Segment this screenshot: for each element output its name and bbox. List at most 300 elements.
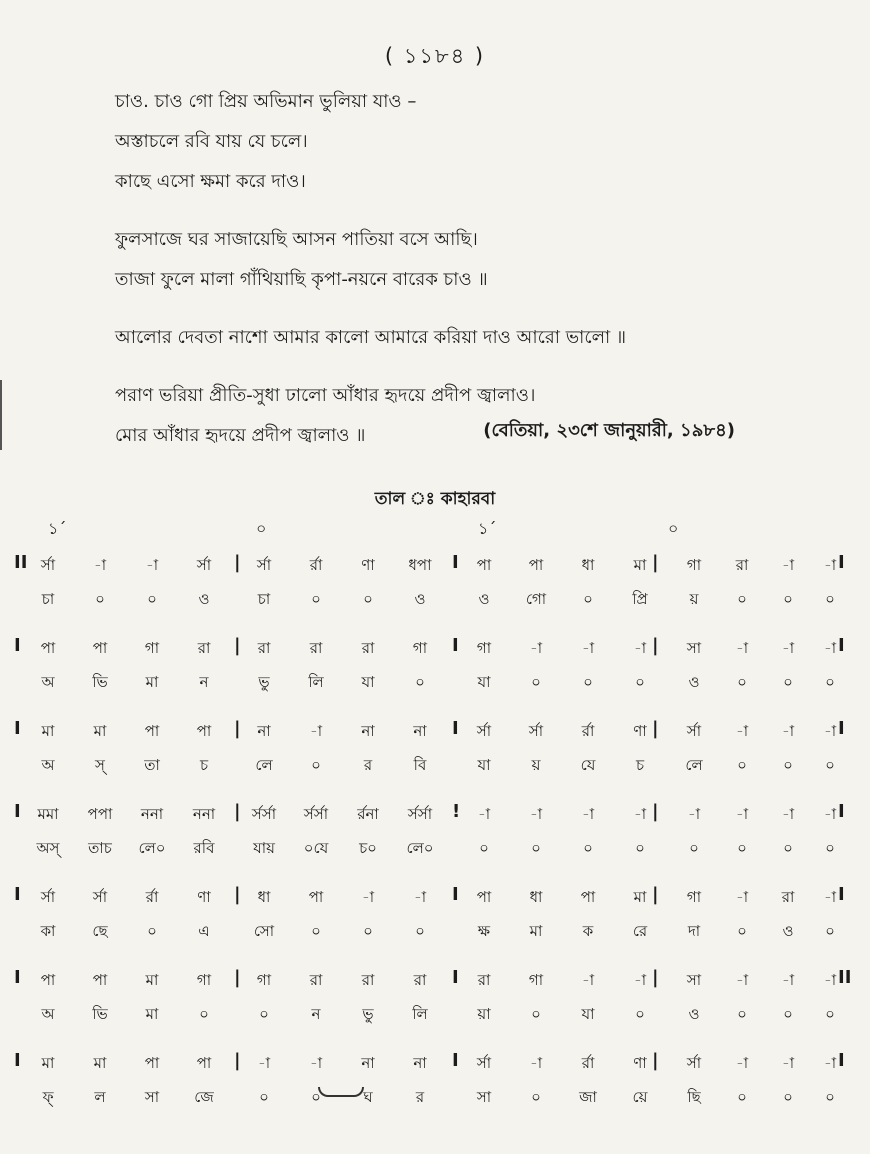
swara-note: পা [476,556,492,574]
lyric-syllable: ভি [92,673,108,691]
swara-note: -া [823,722,837,740]
swara-note: -া [477,805,491,823]
lyric-syllable: য় [531,756,541,774]
swara-note: ধা [581,556,595,574]
swara-note: পা [92,971,108,989]
lyric-syllable: ০ [737,673,747,691]
lyric-syllable: ০ [825,1088,835,1106]
swara-note: -া [581,805,595,823]
swara-note: রা [735,556,749,574]
lyric-syllable: যা [581,1005,595,1023]
lyric-syllable: প্রি [632,590,648,608]
swara-note: গা [528,971,544,989]
lyric-syllable: ও [688,673,700,691]
lyric-syllable: য়া [477,1005,491,1023]
swara-note: -া [781,1054,795,1072]
bar-line: | [234,967,241,988]
swara-note: র্সা [40,556,56,574]
swara-line [0,631,870,665]
lyric-syllable: মা [145,673,159,691]
bar-line: I [14,1050,21,1071]
lyric-syllable-line [0,1080,870,1114]
bar-line: | [652,635,659,656]
lyric-syllable: ০ [147,922,157,940]
lyric-syllable: ০ [531,839,541,857]
lyric-syllable: এ [198,922,210,940]
swara-note: র্সর্সা [303,805,329,823]
swara-line [0,880,870,914]
lyric-syllable: ০ [415,922,425,940]
swara-note: রা [781,888,795,906]
slur-mark [318,1087,364,1097]
bar-line: I [14,718,21,739]
swara-note: ননা [192,805,216,823]
swara-note: ধা [529,888,543,906]
swara-note: না [361,1054,375,1072]
lyric-syllable: গো [525,590,547,608]
lyric-syllable: অ [41,673,55,691]
lyric-syllable: ০ [783,756,793,774]
swara-note: মা [145,971,159,989]
tal-mark-2: ০ [256,519,267,538]
bar-line: | [234,552,241,573]
lyric-syllable: যে [580,756,596,774]
swara-note: -া [823,971,837,989]
swara-note: -া [781,556,795,574]
bar-line: | [234,884,241,905]
lyric-syllable: ০ [825,922,835,940]
lyric-syllable: ০ [95,590,105,608]
swara-note: -া [529,1054,543,1072]
bar-line: I [838,884,845,905]
lyric-syllable: জে [194,1088,214,1106]
bar-line: I [452,552,459,573]
lyric-line-1: চাও. চাও গো প্রিয় অভিমান ভুলিয়া যাও – [115,91,417,112]
bar-line: II [838,967,852,988]
swara-note: পা [476,888,492,906]
lyric-syllable: জা [579,1088,597,1106]
lyric-syllable: লি [412,1005,428,1023]
swara-note: -া [735,639,749,657]
stanza-gap [115,358,815,376]
lyric-syllable: মা [145,1005,159,1023]
swara-note: র্রা [145,888,159,906]
swara-note: ধা [257,888,271,906]
swara-note: র্রা [581,1054,595,1072]
lyric-syllable: তা [144,756,160,774]
lyric-syllable: বি [413,756,427,774]
swara-note: পা [528,556,544,574]
swara-note: র্রনা [357,805,379,823]
swara-note: র্সা [686,1054,702,1072]
lyric-syllable: ০ [479,839,489,857]
swara-note: -া [687,805,701,823]
swara-note: -া [413,888,427,906]
swara-note: না [413,722,427,740]
notation-row [0,880,870,963]
tal-mark-4: ০ [668,519,679,538]
swara-note: না [257,722,271,740]
page-number: ( ১১৮৪ ) [384,44,486,68]
lyric-syllable: ০ [635,1005,645,1023]
lyric-syllable: সা [476,1088,492,1106]
lyric-line-7: পরাণ ভরিয়া প্রীতি-সুধা ঢালো আঁধার হৃদয়ে প্রদীপ জ্বালাও। [115,385,536,406]
swara-note: পা [144,722,160,740]
swara-note: র্সা [476,722,492,740]
swara-note: -া [823,639,837,657]
lyric-syllable: অস্ [36,839,60,857]
lyric-syllable-line [0,665,870,699]
lyric-syllable: ০ [825,1005,835,1023]
lyric-syllable: সো [253,922,275,940]
lyric-syllable: ০ [583,673,593,691]
swara-line [0,548,870,582]
swara-note: র্সা [40,888,56,906]
swara-note: -া [361,888,375,906]
swara-note: পা [580,888,596,906]
notation-row [0,797,870,880]
lyric-syllable: ০ [363,922,373,940]
swara-note: গা [256,971,272,989]
swara-note: রা [257,639,271,657]
swara-note: -া [735,722,749,740]
bar-line: | [652,718,659,739]
lyric-syllable: ও [688,1005,700,1023]
song-lyrics [115,82,815,456]
swara-note: র্রা [309,556,323,574]
swara-note: মা [633,556,647,574]
swara-note: পা [144,1054,160,1072]
swara-line [0,797,870,831]
swara-note: -া [823,1054,837,1072]
swara-note: -া [823,556,837,574]
swara-note: -া [633,805,647,823]
tal-mark-1: ১´ [48,519,67,538]
swara-note: র্রা [581,722,595,740]
lyric-syllable: ন [311,1005,321,1023]
swara-note: র্সা [256,556,272,574]
bar-line: I [452,718,459,739]
swara-note: ননা [140,805,164,823]
lyric-syllable: ল [94,1088,106,1106]
lyric-syllable: ছে [92,922,108,940]
swara-note: গা [686,556,702,574]
swara-note: -া [633,639,647,657]
lyric-syllable-line [0,582,870,616]
swara-note: -া [735,805,749,823]
lyric-syllable: ০ [783,1005,793,1023]
notation-row [0,1046,870,1129]
lyric-syllable: লে০ [138,839,166,857]
lyric-syllable: ০ [825,673,835,691]
bar-line: I [14,967,21,988]
lyric-syllable: ০ [737,1088,747,1106]
bar-line: I [838,552,845,573]
swara-note: গা [476,639,492,657]
lyric-syllable: ০ [737,1005,747,1023]
lyric-syllable: ঘ [363,1088,373,1106]
bar-line: | [652,552,659,573]
lyric-line-3: কাছে এসো ক্ষমা করে দাও। [115,171,306,192]
composition-place-date: (বেতিয়া, ২৩শে জানুয়ারী, ১৯৮৪) [483,420,735,441]
swara-line [0,963,870,997]
swara-note: পা [196,722,212,740]
swara-note: মমা [37,805,59,823]
tal-title: তাল ঃ কাহারবা [374,489,496,509]
swara-note: পা [308,888,324,906]
lyric-syllable: ০ [531,1088,541,1106]
lyric-syllable: অ [41,756,55,774]
lyric-syllable: লি [308,673,324,691]
lyric-syllable: ও [478,590,490,608]
margin-line [0,380,2,450]
lyric-syllable: র [415,1088,425,1106]
swara-note: -া [581,639,595,657]
swara-note: র্সর্সা [407,805,433,823]
swara-note: -া [781,805,795,823]
swara-note: রা [413,971,427,989]
lyric-syllable: দা [687,922,701,940]
lyric-syllable: ভি [92,1005,108,1023]
lyric-syllable: ছি [687,1088,701,1106]
swara-note: গা [686,888,702,906]
swara-note: -া [735,971,749,989]
bar-line: I [452,635,459,656]
lyric-syllable: ক্ষ [477,922,491,940]
lyric-syllable: ০ [689,839,699,857]
swara-note: ধপা [408,556,432,574]
lyric-syllable: স্ [95,756,105,774]
swara-note: রা [361,971,375,989]
swara-note: র্সা [476,1054,492,1072]
lyric-syllable: তাচ [88,839,112,857]
lyric-syllable: ভু [362,1005,374,1023]
lyric-syllable: ও [198,590,210,608]
lyric-syllable: রে [632,922,648,940]
lyric-line-4: ফুলসাজে ঘর সাজায়েছি আসন পাতিয়া বসে আছি। [115,229,478,250]
bar-line: I [838,1050,845,1071]
lyric-line-8: মোর আঁধার হৃদয়ে প্রদীপ জ্বালাও ॥ [115,425,366,446]
bar-line: | [652,801,659,822]
swara-note: রা [361,639,375,657]
lyric-syllable: ০ [415,673,425,691]
lyric-syllable: ০ [783,590,793,608]
lyric-syllable: চা [41,590,55,608]
lyric-syllable: ০ [259,1005,269,1023]
stanza-gap [115,202,815,220]
lyric-syllable-line [0,997,870,1031]
lyric-line-6: আলোর দেবতা নাশো আমার কালো আমারে করিয়া দাও আরো ভালো ॥ [115,327,627,348]
lyric-syllable: লে [255,756,273,774]
bar-line: | [234,718,241,739]
swara-note: ণা [197,888,211,906]
swara-note: ণা [633,722,647,740]
swara-note: সা [686,639,702,657]
swara-note: রা [309,971,323,989]
lyric-syllable: ০ [783,1088,793,1106]
swara-note: ণা [633,1054,647,1072]
swara-note: -া [823,805,837,823]
swara-note: -া [309,722,323,740]
bar-line: I [838,718,845,739]
lyric-line-2: অস্তাচলে রবি যায় যে চলে। [115,131,308,152]
swara-note: র্সা [196,556,212,574]
lyric-syllable: ০ [311,922,321,940]
lyric-syllable: ০ [311,1088,321,1106]
swara-note: র্সা [92,888,108,906]
notation-row [0,963,870,1046]
swara-note: র্সা [528,722,544,740]
lyric-syllable: রবি [193,839,215,857]
bar-line: | [652,884,659,905]
swara-note: -া [735,1054,749,1072]
swara-note: -া [781,639,795,657]
lyric-syllable: য়ে [632,1088,648,1106]
swara-note: -া [309,1054,323,1072]
bar-line: I [838,801,845,822]
lyric-syllable: ০ [583,839,593,857]
lyric-syllable: ভু [258,673,270,691]
lyric-syllable: ক [582,922,594,940]
lyric-syllable: ০ [783,839,793,857]
lyric-syllable-line [0,748,870,782]
swara-note: না [361,722,375,740]
swara-note: -া [781,722,795,740]
swara-note: -া [633,971,647,989]
lyric-syllable: যা [477,673,491,691]
bar-line: I [838,635,845,656]
swara-note: -া [529,805,543,823]
lyric-syllable: ০ [311,590,321,608]
bar-line: ! [452,801,461,822]
swara-note: -া [93,556,107,574]
swara-note: মা [41,722,55,740]
swara-note: মা [41,1054,55,1072]
lyric-syllable: চ [199,756,209,774]
lyric-syllable: ০ [825,590,835,608]
lyric-syllable: চ [635,756,645,774]
swara-note: -া [257,1054,271,1072]
swara-note: ণা [361,556,375,574]
lyric-syllable: যা [361,673,375,691]
lyric-syllable: ও [782,922,794,940]
lyric-syllable: ০ [737,922,747,940]
lyric-syllable: ০ [635,839,645,857]
lyric-syllable: ০ [147,590,157,608]
swara-note: গা [196,971,212,989]
lyric-syllable: ০ [199,1005,209,1023]
swara-note: মা [633,888,647,906]
swara-note: গা [144,639,160,657]
bar-line: | [234,801,241,822]
lyric-syllable: ০যে [303,839,329,857]
bar-line: I [452,967,459,988]
lyric-syllable: ০ [531,673,541,691]
swara-note: -া [781,971,795,989]
swara-note: না [413,1054,427,1072]
lyric-syllable: ০ [583,590,593,608]
swara-note: রা [477,971,491,989]
swara-line [0,714,870,748]
lyric-syllable: ০ [825,839,835,857]
swara-note: পপা [87,805,113,823]
lyric-line-5: তাজা ফুলে মালা গাঁথিয়াছি কৃপা-নয়নে বারেক চাও ॥ [115,269,488,290]
lyric-syllable-line [0,831,870,865]
lyric-syllable: চা [257,590,271,608]
lyric-syllable: ০ [363,590,373,608]
lyric-syllable: ০ [825,756,835,774]
swara-note: -া [581,971,595,989]
swaralipi-notation [0,548,870,1129]
lyric-syllable: ন [199,673,209,691]
lyric-syllable: ০ [311,756,321,774]
lyric-syllable: মা [529,922,543,940]
swara-note: র্সা [686,722,702,740]
lyric-syllable: য় [689,590,699,608]
bar-line: II [14,552,28,573]
lyric-syllable: ও [414,590,426,608]
lyric-syllable-line [0,914,870,948]
lyric-syllable: চ০ [359,839,377,857]
bar-line: I [14,635,21,656]
notation-row [0,631,870,714]
lyric-syllable: যা [477,756,491,774]
bar-line: | [652,967,659,988]
swara-note: মা [93,1054,107,1072]
bar-line: I [14,801,21,822]
notation-row [0,714,870,797]
swara-note: পা [40,639,56,657]
lyric-syllable: ফ্ [42,1088,54,1106]
bar-line: | [234,1050,241,1071]
swara-line [0,1046,870,1080]
swara-note: -া [145,556,159,574]
bar-line: I [452,1050,459,1071]
lyric-syllable: লে [685,756,703,774]
lyric-syllable: লে০ [406,839,434,857]
bar-line: I [452,884,459,905]
swara-note: -া [823,888,837,906]
bar-line: | [234,635,241,656]
tal-marks [0,516,870,540]
lyric-syllable: র [363,756,373,774]
swara-note: রা [309,639,323,657]
lyric-syllable: ০ [531,1005,541,1023]
lyric-syllable: ০ [737,756,747,774]
swara-note: রা [197,639,211,657]
swara-note: মা [93,722,107,740]
lyric-syllable: সা [144,1088,160,1106]
swara-note: -া [529,639,543,657]
lyric-syllable: ০ [635,673,645,691]
swara-note: পা [92,639,108,657]
notation-row [0,548,870,631]
tal-mark-3: ১´ [478,519,497,538]
lyric-syllable: ০ [783,673,793,691]
swara-note: র্সর্সা [251,805,277,823]
stanza-gap [115,300,815,318]
lyric-syllable: অ [41,1005,55,1023]
lyric-syllable: ০ [737,839,747,857]
swara-note: গা [412,639,428,657]
swara-note: পা [196,1054,212,1072]
lyric-syllable: ০ [737,590,747,608]
bar-line: I [14,884,21,905]
swara-note: সা [686,971,702,989]
lyric-syllable: কা [40,922,56,940]
swara-note: -া [735,888,749,906]
bar-line: | [652,1050,659,1071]
